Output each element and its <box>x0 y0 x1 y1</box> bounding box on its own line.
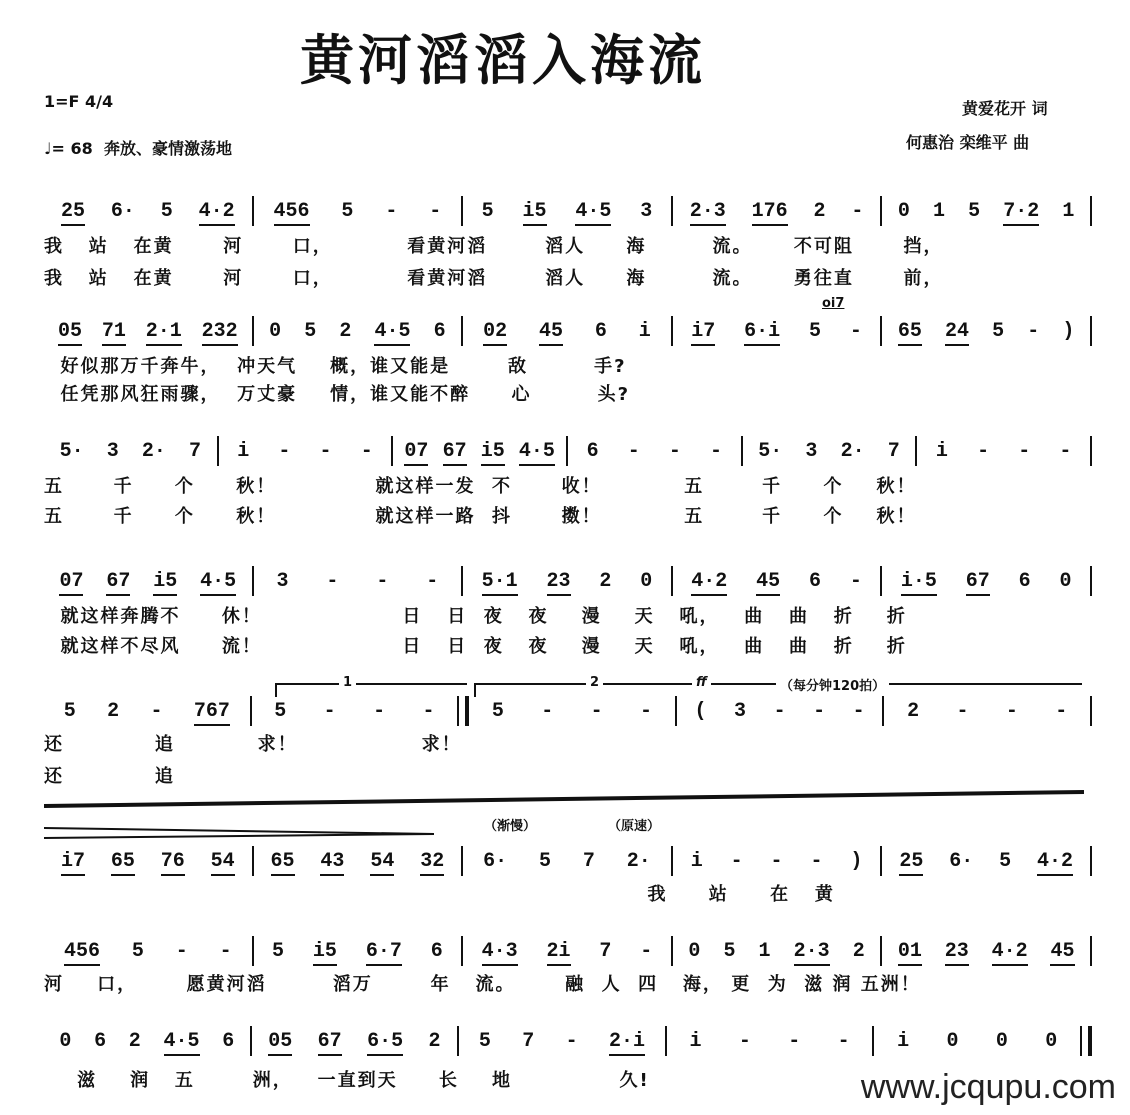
notation-row <box>44 1026 1092 1056</box>
note: 176 <box>752 200 788 226</box>
measure <box>917 440 1090 466</box>
note: 3 <box>640 200 653 223</box>
note: - <box>770 850 783 873</box>
lyrics-line: 我 站 在黄 河 口， 看黄河滔 滔人 海 流。 不可阻 挡， <box>44 236 944 257</box>
grace-notes: oi7 <box>822 296 845 311</box>
measure <box>743 440 916 466</box>
note: ) <box>1062 320 1075 343</box>
composer: 何惠治 栾维平 曲 <box>906 133 1030 152</box>
note: 7 <box>599 940 612 963</box>
note: 05 <box>268 1030 292 1056</box>
note: 25 <box>61 200 85 226</box>
note: 5 <box>272 940 285 963</box>
note: 0 <box>946 1030 959 1053</box>
note: 0 <box>995 1030 1008 1053</box>
measure <box>884 700 1090 726</box>
measure <box>44 850 252 876</box>
note: 4·5 <box>164 1030 200 1056</box>
note: 02 <box>483 320 507 346</box>
note: i5 <box>523 200 547 226</box>
note: 7 <box>887 440 900 463</box>
note: 07 <box>59 570 83 596</box>
note: 4·3 <box>482 940 518 966</box>
note: 0 <box>1059 570 1072 593</box>
key-signature <box>44 92 113 111</box>
note: 76 <box>161 850 185 876</box>
note: 2·i <box>609 1030 645 1056</box>
measure <box>677 700 883 726</box>
measure <box>463 570 671 596</box>
note: 6· <box>483 850 508 873</box>
note: 3 <box>734 700 747 723</box>
note: i·5 <box>901 570 937 596</box>
note: - <box>738 1030 751 1053</box>
note: 23 <box>547 570 571 596</box>
lyrics-line: 任凭那风狂雨骤， 万丈豪 情，谁又能不醉 心 头? <box>44 384 631 405</box>
note: 456 <box>64 940 100 966</box>
measure <box>254 940 462 966</box>
note: - <box>373 700 386 723</box>
volta-1-label: 1 <box>339 675 356 690</box>
notation-row <box>44 196 1092 226</box>
note: 71 <box>102 320 126 346</box>
measure <box>882 320 1090 346</box>
note: - <box>810 850 823 873</box>
note: - <box>541 700 554 723</box>
note: 0 <box>688 940 701 963</box>
measure <box>463 850 671 876</box>
note: 6 <box>594 320 607 343</box>
note: 4·2 <box>1037 850 1073 876</box>
lyrics-line: 我 站 在 黄 <box>44 884 835 905</box>
note: 5 <box>491 700 504 723</box>
notation-row <box>44 696 1092 726</box>
note: 45 <box>756 570 780 596</box>
note: 4·5 <box>519 440 555 466</box>
note: 2· <box>840 440 865 463</box>
notation-row <box>44 936 1092 966</box>
note: 65 <box>898 320 922 346</box>
note: 54 <box>211 850 235 876</box>
note: - <box>1005 700 1018 723</box>
note: - <box>219 940 232 963</box>
measure <box>673 570 881 596</box>
measure <box>252 700 458 726</box>
lyricist: 黄爱花开 词 <box>962 99 1048 118</box>
note: 2 <box>339 320 352 343</box>
notation-row <box>44 846 1092 876</box>
measure <box>673 940 881 966</box>
note: 4·5 <box>374 320 410 346</box>
note: - <box>426 570 439 593</box>
note: 7 <box>582 850 595 873</box>
note: - <box>852 700 865 723</box>
note: 32 <box>420 850 444 876</box>
bar-line <box>1090 566 1092 596</box>
time-signature: 4/4 <box>85 92 114 111</box>
note: - <box>175 940 188 963</box>
note: 24 <box>945 320 969 346</box>
lyrics-line: 河 口， 愿黄河滔 滔万 年 流。 融 人 四 海， 更 为 滋 润 五洲！ <box>44 974 921 995</box>
note: 7·2 <box>1003 200 1039 226</box>
note: 2 <box>852 940 865 963</box>
note: 3 <box>276 570 289 593</box>
note: - <box>730 850 743 873</box>
note: 6 <box>94 1030 107 1053</box>
measure <box>44 1030 250 1056</box>
note: - <box>1055 700 1068 723</box>
note: i7 <box>61 850 85 876</box>
note: - <box>150 700 163 723</box>
note: 2 <box>428 1030 441 1053</box>
measure <box>44 320 252 346</box>
lyrics-line: 五 千 个 秋！ 就这样一发 不 收！ 五 千 个 秋！ <box>44 476 917 497</box>
note: 2·3 <box>690 200 726 226</box>
note: i <box>237 440 250 463</box>
note: - <box>849 320 862 343</box>
note: 4·2 <box>691 570 727 596</box>
measure <box>673 200 881 226</box>
note: 0 <box>897 200 910 223</box>
note: 2i <box>547 940 571 966</box>
note: - <box>385 200 398 223</box>
note: 01 <box>898 940 922 966</box>
bar-line <box>1090 196 1092 226</box>
note: 5 <box>131 940 144 963</box>
lyrics-line: 还 追 求！ 求！ <box>44 734 462 755</box>
measure <box>44 940 252 966</box>
note: - <box>773 700 786 723</box>
note: - <box>849 570 862 593</box>
measure <box>219 440 392 466</box>
volta-2-label: 2 <box>586 675 603 690</box>
measure <box>882 850 1090 876</box>
note: - <box>590 700 603 723</box>
note: 5 <box>809 320 822 343</box>
note: - <box>565 1030 578 1053</box>
note: 5 <box>539 850 552 873</box>
note: 67 <box>318 1030 342 1056</box>
measure <box>463 200 671 226</box>
note: 456 <box>274 200 310 226</box>
measure <box>44 570 252 596</box>
note: 232 <box>202 320 238 346</box>
a-tempo: （原速） <box>608 819 661 834</box>
measure <box>568 440 741 466</box>
note: 07 <box>404 440 428 466</box>
note: i5 <box>313 940 337 966</box>
note: 6· <box>949 850 974 873</box>
measure <box>44 200 252 226</box>
note: 1 <box>1062 200 1075 223</box>
note: - <box>668 440 681 463</box>
note: 65 <box>271 850 295 876</box>
note: i <box>935 440 948 463</box>
bar-line <box>457 696 469 726</box>
notation-row <box>44 316 1092 346</box>
volta-2 <box>474 675 1082 697</box>
bar-line <box>1090 696 1092 726</box>
note: 5 <box>478 1030 491 1053</box>
note: - <box>1018 440 1031 463</box>
note: - <box>278 440 291 463</box>
note: 05 <box>58 320 82 346</box>
note: 2· <box>141 440 166 463</box>
note: - <box>422 700 435 723</box>
note: 2·1 <box>146 320 182 346</box>
measure <box>874 1030 1080 1056</box>
note: 2 <box>107 700 120 723</box>
note: - <box>319 440 332 463</box>
note: - <box>1059 440 1072 463</box>
note: 2 <box>907 700 920 723</box>
note: i <box>690 850 703 873</box>
measure <box>463 940 671 966</box>
note: 5 <box>999 850 1012 873</box>
note: 5· <box>59 440 84 463</box>
measure <box>254 570 462 596</box>
note: - <box>326 570 339 593</box>
tempo-change: （每分钟120拍） <box>776 675 889 694</box>
measure <box>252 1030 458 1056</box>
note: 0 <box>1045 1030 1058 1053</box>
watermark: www.jcqupu.com <box>860 1068 1116 1106</box>
note: 6 <box>430 940 443 963</box>
bar-line <box>1090 316 1092 346</box>
note: - <box>640 700 653 723</box>
note: - <box>813 700 826 723</box>
note: 2 <box>599 570 612 593</box>
measure <box>673 320 881 346</box>
measure <box>459 1030 665 1056</box>
note: 54 <box>370 850 394 876</box>
note: - <box>788 1030 801 1053</box>
note: - <box>429 200 442 223</box>
note: 6 <box>586 440 599 463</box>
measure <box>882 570 1090 596</box>
note: 7 <box>522 1030 535 1053</box>
note: - <box>851 200 864 223</box>
measure <box>469 700 675 726</box>
lyrics-line: 就这样奔腾不 休！ 日 日 夜 夜 漫 天 吼， 曲 曲 折 折 <box>44 606 907 627</box>
note: ) <box>850 850 863 873</box>
note: 5· <box>758 440 783 463</box>
note: 4·5 <box>575 200 611 226</box>
note: 4·5 <box>200 570 236 596</box>
note: 5 <box>304 320 317 343</box>
note: 0 <box>269 320 282 343</box>
note: i5 <box>153 570 177 596</box>
note: 1 <box>933 200 946 223</box>
note: - <box>1027 320 1040 343</box>
volta-1 <box>275 675 467 697</box>
note: 67 <box>966 570 990 596</box>
note: 45 <box>1050 940 1074 966</box>
note: 45 <box>539 320 563 346</box>
note: 4·2 <box>992 940 1028 966</box>
note: 5 <box>992 320 1005 343</box>
note: 5 <box>160 200 173 223</box>
note: 5 <box>481 200 494 223</box>
note: 4·2 <box>199 200 235 226</box>
note: - <box>627 440 640 463</box>
note: 5·1 <box>482 570 518 596</box>
note: i5 <box>481 440 505 466</box>
note: i7 <box>691 320 715 346</box>
bar-line <box>1080 1026 1092 1056</box>
expression: 奔放、豪情激荡地 <box>103 139 232 158</box>
note: 6 <box>222 1030 235 1053</box>
lyrics-line: 滋 润 五 洲， 一直到天 长 地 久! <box>44 1070 650 1091</box>
note: i <box>638 320 651 343</box>
note: - <box>710 440 723 463</box>
measure <box>393 440 566 466</box>
crescendo-decrescendo-hairpins <box>44 790 1084 840</box>
note: 5 <box>63 700 76 723</box>
ritardando: （渐慢） <box>484 819 537 834</box>
measure <box>254 850 462 876</box>
measure <box>44 440 217 466</box>
note: - <box>376 570 389 593</box>
note: 2 <box>128 1030 141 1053</box>
lyrics-line: 还 追 <box>44 766 175 787</box>
lyrics-line: 五 千 个 秋！ 就这样一路 抖 擞！ 五 千 个 秋！ <box>44 506 917 527</box>
note: 25 <box>899 850 923 876</box>
note: 6 <box>433 320 446 343</box>
bar-line <box>1090 846 1092 876</box>
note: - <box>360 440 373 463</box>
measure <box>882 200 1090 226</box>
note: 767 <box>194 700 230 726</box>
note: 43 <box>320 850 344 876</box>
tempo-line <box>44 136 232 159</box>
lyrics-line: 我 站 在黄 河 口， 看黄河滔 滔人 海 流。 勇往直 前， <box>44 268 944 289</box>
note: 5 <box>723 940 736 963</box>
note: 67 <box>106 570 130 596</box>
measure <box>463 320 671 346</box>
note: 23 <box>945 940 969 966</box>
note: 6 <box>809 570 822 593</box>
note: 5 <box>274 700 287 723</box>
note: 2· <box>626 850 651 873</box>
note: - <box>837 1030 850 1053</box>
note: 6·5 <box>367 1030 403 1056</box>
note: 6 <box>1018 570 1031 593</box>
bar-line <box>1090 936 1092 966</box>
note: 1 <box>758 940 771 963</box>
measure <box>254 200 462 226</box>
note: 3 <box>805 440 818 463</box>
note: 65 <box>111 850 135 876</box>
measure <box>882 940 1090 966</box>
note: 5 <box>341 200 354 223</box>
note: - <box>640 940 653 963</box>
measure <box>673 850 881 876</box>
note: - <box>323 700 336 723</box>
note: - <box>977 440 990 463</box>
tempo: ♩= 68 <box>44 139 93 158</box>
note: i <box>689 1030 702 1053</box>
lyrics-line: 好似那万千奔牛， 冲天气 概，谁又能是 敌 手? <box>44 356 627 377</box>
note: 6·i <box>744 320 780 346</box>
note: 7 <box>189 440 202 463</box>
measure <box>254 320 462 346</box>
note: i <box>897 1030 910 1053</box>
note: 2 <box>813 200 826 223</box>
note: 67 <box>443 440 467 466</box>
note: 6· <box>110 200 135 223</box>
note: 5 <box>968 200 981 223</box>
notation-row <box>44 436 1092 466</box>
measure <box>667 1030 873 1056</box>
lyrics-line: 就这样不尽风 流！ 日 日 夜 夜 漫 天 吼， 曲 曲 折 折 <box>44 636 907 657</box>
bar-line <box>1090 436 1092 466</box>
note: 2·3 <box>794 940 830 966</box>
song-title: 黄河滔滔入海流 <box>300 28 706 92</box>
note: 6·7 <box>366 940 402 966</box>
measure <box>44 700 250 726</box>
key: 1=F <box>44 92 80 111</box>
note: 3 <box>106 440 119 463</box>
note: - <box>956 700 969 723</box>
dynamic-ff: ff <box>692 675 711 690</box>
note: ( <box>694 700 707 723</box>
note: 0 <box>59 1030 72 1053</box>
notation-row <box>44 566 1092 596</box>
note: 0 <box>640 570 653 593</box>
